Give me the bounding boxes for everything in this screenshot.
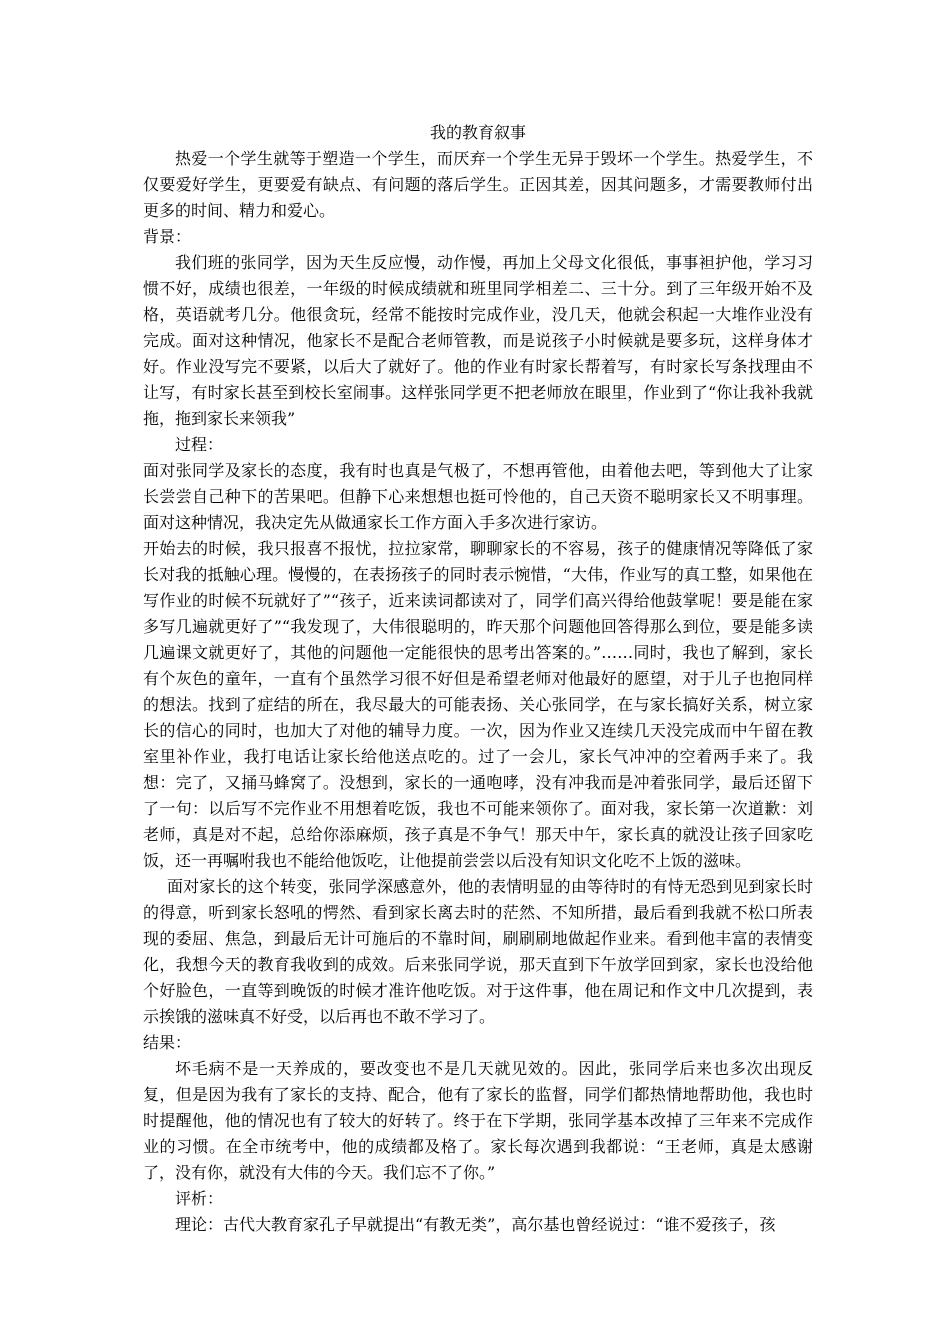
background-paragraph: 我们班的张同学，因为天生反应慢，动作慢，再加上父母文化很低，事事袒护他，学习习惯不好，成绩也很差，一年级的时候成绩就和班里同学相差二、三十分。到了三年级开始不及格，英语就考几分。他很贪玩，经常不能按时完成作业，没几天，他就会积起一大堆作业没有完成。面对这种情况，他家长不是配合老师管教，而是说孩子小时候就是要多玩，这样身体才好。作业没写完不要紧，以后大了就好了。他的作业有时家长帮着写，有时家长写条找理由不让写，有时家长甚至到校长室闹事。这样张同学更不把老师放在眼里，作业到了“你让我补我就拖，拖到家长来领我” [143, 253, 813, 428]
document-title: 我的教育叙事 [429, 123, 526, 142]
result-paragraph: 坏毛病不是一天养成的，要改变也不是几天就见效的。因此，张同学后来也多次出现反复，但是因为我有了家长的支持、配合，他有了家长的监督，同学们都热情地帮助他，我也时时提醒他，他的情况也有了较大的好转了。终于在下学期，张同学基本改掉了三年来不完成作业的习惯。在全市统考中，他的成绩都及格了。家长每次遇到我都说：“王老师，真是太感谢了，没有你，就没有大伟的今天。我们忘不了你。” [143, 1059, 813, 1182]
evaluation-label: 评析： [175, 1189, 224, 1208]
process-paragraph-1: 面对张同学及家长的态度，我有时也真是气极了，不想再管他，由着他去吧，等到他大了让家长尝尝自己种下的苦果吧。但静下心来想想也挺可怜他的，自己天资不聪明家长又不明事理。面对这种情况，我决定先从做通家长工作方面入手多次进行家访。 [143, 461, 813, 532]
process-paragraph-3: 面对家长的这个转变，张同学深感意外，他的表情明显的由等待时的有恃无恐到见到家长时的得意，听到家长怒吼的愕然、看到家长离去时的茫然、不知所措，最后看到我就不松口所表现的委屈、焦急，到最后无计可施后的不靠时间，刷刷刷地做起作业来。看到他丰富的表情变化，我想今天的教育我收到的成效。后来张同学说，那天直到下午放学回到家，家长也没给他个好脸色，一直等到晚饭的时候才准许他吃饭。对于这件事，他在周记和作文中几次提到，表示挨饿的滋味真不好受，以后再也不敢不学习了。 [143, 877, 813, 1026]
result-label: 结果： [143, 1033, 192, 1052]
document-page [143, 120, 813, 1238]
process-label: 过程： [175, 435, 224, 454]
intro-paragraph: 热爱一个学生就等于塑造一个学生，而厌弃一个学生无异于毁坏一个学生。热爱学生，不仅要爱好学生，更要爱有缺点、有问题的落后学生。正因其差，因其问题多，才需要教师付出更多的时间、精力和爱心。 [143, 149, 813, 220]
evaluation-paragraph: 理论：古代大教育家孔子早就提出“有教无类”，高尔基也曾经说过：“谁不爱孩子，孩 [175, 1215, 776, 1234]
background-label: 背景： [143, 227, 192, 246]
process-paragraph-2: 开始去的时候，我只报喜不报忧，拉拉家常，聊聊家长的不容易，孩子的健康情况等降低了家长对我的抵触心理。慢慢的，在表扬孩子的同时表示惋惜，“大伟，作业写的真工整，如果他在写作业的时候不玩就好了”“孩子，近来读词都读对了，同学们高兴得给他鼓掌呢！要是能在家多写几遍就更好了”“我发现了，大伟很聪明的，昨天那个问题他回答得那么到位，要是能多读几遍课文就更好了，其他的问题他一定能很快的思考出答案的。”……同时，我也了解到，家长有个灰色的童年，一直有个虽然学习很不好但是希望老师对他最好的愿望，对于儿子也抱同样的想法。找到了症结的所在，我尽最大的可能表扬、关心张同学，在与家长搞好关系，树立家长的信心的同时，也加大了对他的辅导力度。一次，因为作业又连续几天没完成而中午留在教室里补作业，我打电话让家长给他送点吃的。过了一会儿，家长气冲冲的空着两手来了。我想：完了，又捅马蜂窝了。没想到，家长的一通咆哮，没有冲我而是冲着张同学，最后还留下了一句：以后写不完作业不用想着吃饭，我也不可能来领你了。面对我，家长第一次道歉：刘老师，真是对不起，总给你添麻烦，孩子真是不争气！那天中午，家长真的就没让孩子回家吃饭，还一再嘱咐我也不能给他饭吃，让他提前尝尝以后没有知识文化吃不上饭的滋味。 [143, 539, 813, 870]
